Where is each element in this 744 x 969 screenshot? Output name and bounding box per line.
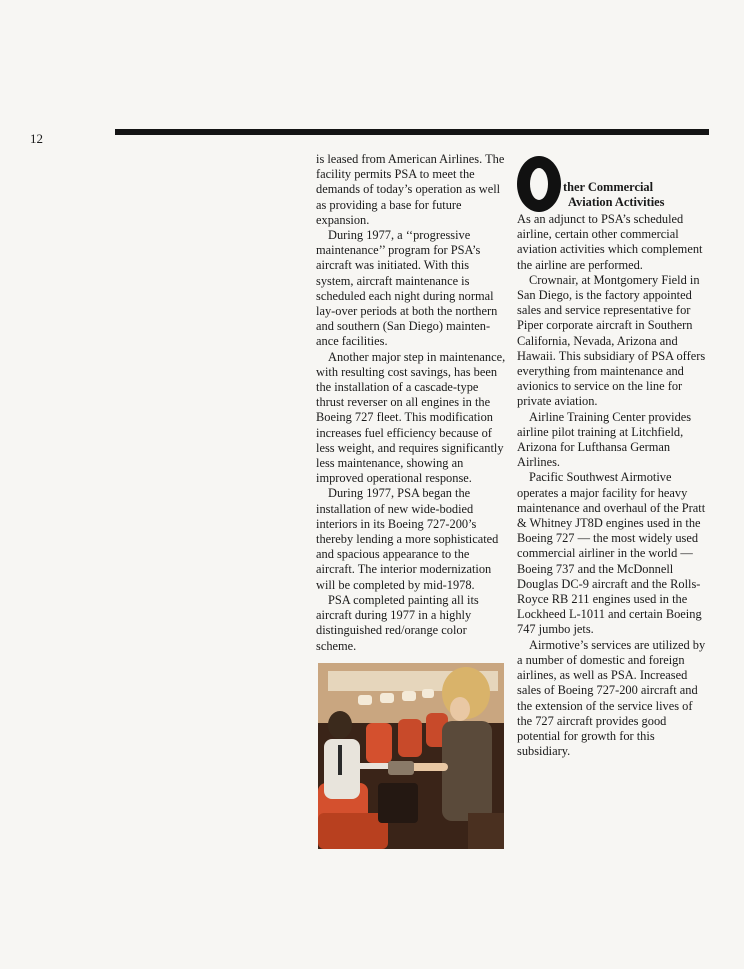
paragraph: Airline Training Center provides airline pilot training at Litchfield, Arizona for Lufthansa German Airlines. [517, 409, 692, 470]
section-heading [517, 160, 709, 212]
dropcap-o [517, 156, 561, 212]
right-column [517, 160, 709, 759]
cabin-illustration [318, 663, 504, 849]
heading-line-2: Aviation Activities [568, 195, 665, 209]
paragraph: Crownair, at Montgomery Field in San Diego, is the factory appointed sales and service representative for Piper corporate aircraft in Southern California, Nevada, Arizona and Hawaii. This subsidiary of PSA offers everything from maintenance and avionics to service on the line for private aviation. [517, 272, 706, 409]
paragraph: Airmotive’s services are utilized by a number of domestic and foreign airlines, as well as PSA. Increased sales of Boeing 727-200 aircraft and the extension of the service lives of the 727 aircraft provides good potential for growth for this subsidiary. [517, 637, 706, 759]
heading-line-1: ther Commercial [563, 180, 654, 194]
paragraph: PSA completed painting all its aircraft during 1977 in a highly distinguished red/orange color scheme. [316, 592, 479, 653]
paragraph: During 1977, PSA began the installation of new wide-bodied interiors in its Boeing 727-200’s thereby lending a more sophisticated and spacious appearance to the aircraft. The interior modernization will be completed by mid-1978. [316, 486, 499, 592]
header-rule [115, 129, 709, 135]
paragraph: Pacific Southwest Airmotive operates a major facility for heavy maintenance and overhaul of the Pratt & Whitney JT8D engines used in the Boeing 727 — the most widely used commercial airliner in the world — Boeing 737 and the McDonnell Douglas DC-9 aircraft and the Rolls-Royce RB 211 engines used in the Lockheed L-1011 and certain Boeing 747 jumbo jets. [517, 470, 706, 637]
paragraph: During 1977, a ‘‘progressive maintenance’’ program for PSA’s aircraft was initiated. With this system, aircraft maintenance is scheduled each night during normal lay-over periods at both the northern and southern (San Diego) mainten-ance facilities. [316, 228, 498, 349]
paragraph: As an adjunct to PSA’s scheduled airline, certain other commercial aviation activities which complement the airline are performed. [517, 212, 703, 272]
paragraph: Another major step in maintenance, with resulting cost savings, has been the installation of a cascade-type thrust reverser on all engines in the Boeing 727 fleet. This modification increases fuel efficiency because of less weight, and requires significantly less maintenance, showing an improved operational response. [316, 349, 506, 486]
left-column [316, 152, 506, 654]
paragraph: is leased from American Airlines. The facility permits PSA to meet the demands of today’s operation as well as providing a base for future expansion. [316, 152, 505, 227]
cabin-photo [318, 663, 504, 849]
page-number: 12 [30, 131, 43, 146]
